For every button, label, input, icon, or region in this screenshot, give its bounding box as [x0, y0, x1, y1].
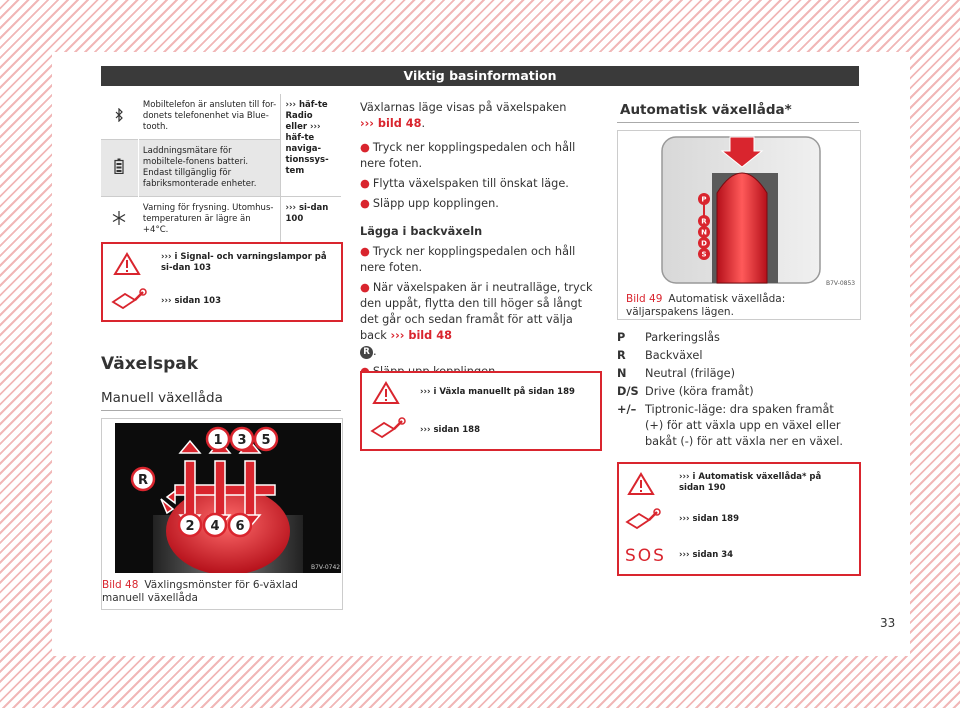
bluetooth-icon [114, 108, 124, 122]
row-text: Varning för frysning. Utomhus-temperaturen är lägre än +4°C. [138, 197, 281, 243]
divider [101, 410, 341, 411]
selector-lever-image [622, 133, 860, 289]
auto-title: Automatisk växellåda* [620, 102, 792, 118]
bullet-list-1 [360, 140, 600, 212]
table-row [101, 94, 341, 140]
warn-ref-3: ››› sidan 34 [679, 550, 734, 560]
figure-caption [102, 579, 338, 605]
lever-pos-r: R [701, 217, 707, 226]
gear-num-r: R [137, 473, 149, 488]
status-table [101, 94, 341, 243]
row-ref: ››› häf-te Radio eller ››› häf-te naviga-tionssys-tem [281, 94, 341, 197]
frost-icon [112, 211, 126, 225]
reverse-subhead: Lägga i backväxeln [360, 225, 483, 238]
intro-text: Växlarnas läge visas på växelspaken ››› bild 48. [360, 101, 567, 130]
warning-box [101, 242, 343, 322]
row-text: Mobiltelefon är ansluten till for-donets telefonenhet via Blue-tooth. [138, 94, 281, 140]
wrench-book-icon [111, 288, 147, 310]
gear-num-3: 3 [237, 433, 247, 448]
list-item: ● När växelspaken är i neutralläge, tryck den uppåt, flytta den till höger så långt det går och sedan framåt för att välja back ››› bild 48 R . [360, 281, 593, 358]
section-title: Växelspak [101, 354, 199, 374]
warn-ref-2: ››› sidan 188 [420, 425, 481, 435]
figure-caption-text: Automatisk växellåda: väljarspakens lägen. [626, 293, 786, 318]
list-item: ● Tryck ner kopplingspedalen och håll nere foten. [360, 141, 576, 170]
warning-box [360, 371, 602, 451]
figure-label: Bild 49 [626, 293, 663, 305]
fig-ref-link[interactable]: ››› bild 48 [360, 117, 422, 130]
lever-pos-s: S [701, 250, 707, 259]
fig-ref-link[interactable]: ››› bild 48 [390, 329, 452, 342]
lever-pos-d: D [701, 239, 707, 248]
figure-48 [101, 418, 343, 610]
gear-num-4: 4 [210, 519, 220, 534]
list-item: ● Släpp upp kopplingen. [360, 197, 499, 210]
warn-ref-1: ››› i Signal- och varningslampor på si-dan 103 [161, 252, 327, 273]
gear-num-6: 6 [235, 519, 245, 534]
row-text: Laddningsmätare för mobiltele-fonens batteri. Endast tillgänglig för fabriksmonterade enheter. [138, 140, 281, 197]
warn-ref-1: ››› i Automatisk växellåda* på sidan 190 [679, 472, 822, 493]
figure-49 [617, 130, 861, 320]
row-ref: ››› si-dan 100 [281, 197, 341, 243]
wrench-book-icon [370, 417, 406, 439]
header-bar [101, 66, 859, 86]
figure-code: B7V-0853 [826, 280, 856, 287]
warning-triangle-icon [372, 381, 400, 405]
list-item: N Neutral (friläge) [617, 367, 736, 380]
lever-pos-n: N [701, 228, 707, 237]
list-item: D/S Drive (köra framåt) [617, 385, 754, 398]
list-item: +/– Tiptronic-läge: dra spaken framåt (+) för att växla upp en växel eller bakåt (-) för att växla ner en växel. [617, 403, 843, 448]
bullet-list-2 [360, 244, 600, 380]
warn-ref-2: ››› sidan 103 [161, 296, 222, 306]
gear-num-2: 2 [185, 519, 195, 534]
sos-icon: SOS [625, 546, 666, 566]
section-subtitle: Manuell växellåda [101, 390, 223, 406]
warning-box [617, 462, 861, 576]
gear-num-5: 5 [261, 433, 271, 448]
page-number: 33 [880, 616, 896, 630]
list-item: ● Flytta växelspaken till önskat läge. [360, 177, 569, 190]
header-title: Viktig basinformation [403, 68, 557, 83]
list-item: R Backväxel [617, 349, 703, 362]
lever-pos-p: P [701, 195, 707, 204]
divider [617, 122, 859, 123]
reverse-badge: R [360, 346, 373, 359]
figure-caption-text: Växlingsmönster för 6-växlad manuell växellåda [102, 579, 298, 604]
list-item: P Parkeringslås [617, 331, 720, 344]
battery-icon [114, 158, 124, 174]
gear-pattern-image [115, 423, 341, 573]
warn-ref-1: ››› i Växla manuellt på sidan 189 [420, 387, 575, 397]
warning-triangle-icon [627, 472, 655, 496]
figure-code: B7V-0742 [311, 564, 341, 571]
warn-ref-2: ››› sidan 189 [679, 514, 740, 524]
list-item: ● Tryck ner kopplingspedalen och håll nere foten. [360, 245, 576, 274]
figure-caption [626, 293, 852, 319]
figure-label: Bild 48 [102, 579, 139, 591]
table-row [101, 197, 341, 243]
gear-num-1: 1 [213, 433, 223, 448]
warning-triangle-icon [113, 252, 141, 276]
wrench-book-icon [625, 508, 661, 530]
